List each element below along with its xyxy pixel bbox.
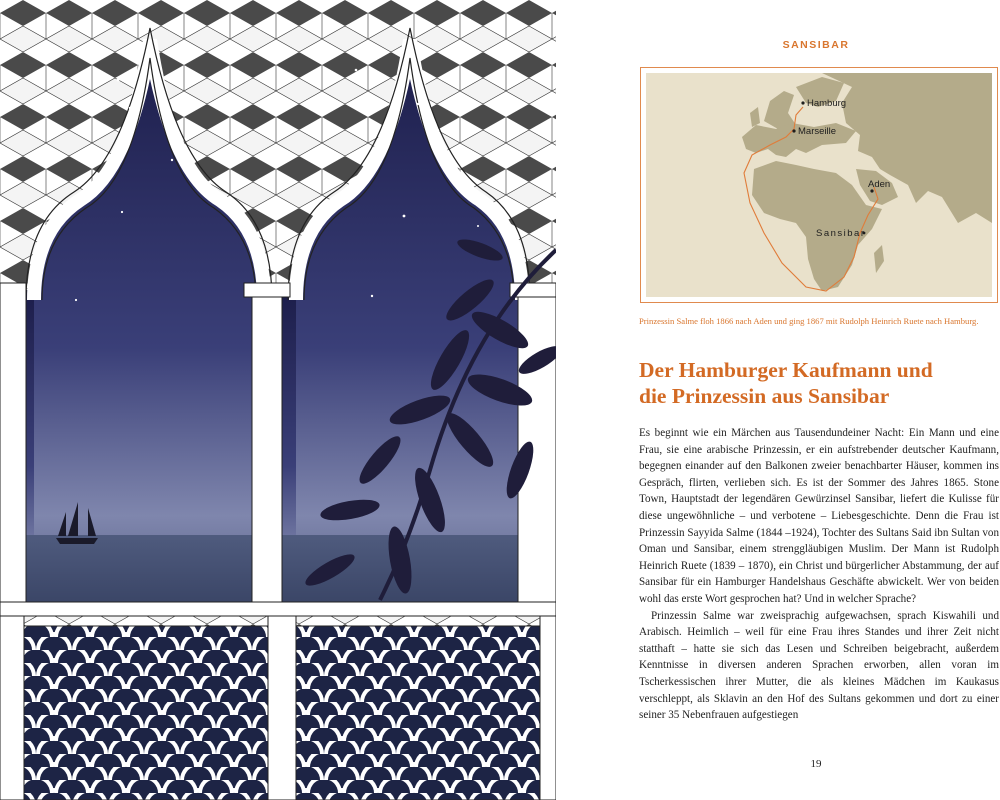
page-number: 19 xyxy=(810,758,822,770)
article-headline xyxy=(639,357,999,409)
map-caption: Prinzessin Salme floh 1866 nach Aden und ging 1867 mit Rudolph Heinrich Ruete nach Hamburg. xyxy=(639,316,979,326)
map-label-aden: Aden xyxy=(868,179,891,190)
right-page xyxy=(556,0,1000,800)
map-graphic xyxy=(646,73,992,297)
headline-line-1: Der Hamburger Kaufmann und xyxy=(639,358,933,382)
article-body xyxy=(639,425,999,724)
map-label-marseille: Marseille xyxy=(798,126,837,137)
running-head: SANSIBAR xyxy=(782,39,850,51)
headline-line-2: die Prinzessin aus Sansibar xyxy=(639,384,890,408)
map-label-sansibar: Sansibar xyxy=(816,228,866,239)
hamburg-dot xyxy=(801,101,804,104)
scale-pattern-panels xyxy=(0,616,556,800)
paragraph-1: Es beginnt wie ein Märchen aus Tausendundeiner Nacht: Ein Mann und eine Frau, sie eine arabische Prinzessin, er ein aufstrebender deutscher Kaufmann, begegnen einander auf den Balkonen zweier benachbarter Häuser, kommen ins Gespräch, flirten, verlieben sich. Es ist der Sommer des Jahres 1865. Stone Town, Hauptstadt der legendären Gewürzinsel Sansibar, liefert die Kulisse für diese ungewöhnliche – und verbotene – Liebesgeschichte. Denn die Frau ist Prinzessin Sayyida Salme (1844 –1924), Tochter des Sultans Said ibn Sultan von Oman und Sansibar, einem strenggläubigen Muslim. Der Mann ist Rudolph Heinrich Ruete (1839 – 1870), ein Christ und bürgerlicher Abstammung, der auf Sansibar für ein Hamburger Handelshaus Geschäfte abwickelt. Wer von beiden wohl das erste Wort gesprochen hat? Und in welcher Sprache? xyxy=(639,427,999,605)
route-map xyxy=(640,67,998,303)
marseille-dot xyxy=(792,129,795,132)
paragraph-2: Prinzessin Salme war zweisprachig aufgewachsen, sprach Kiswahili und Arabisch. Heimlich – weil für eine Frau ihres Standes und ihrer Zeit nicht statthaft – hatte sie sich das Lesen und Schreiben beigebracht, außerdem Kenntnisse in diversen anderen Sprachen erworben, allen voran im Tscherkessischen ihrer Mutter, die als kleines Mädchen im Kaukasus verschleppt, als Sklavin an den Hof des Sultans gekommen und dort zu einer seiner 35 Nebenfrauen aufgestiegen xyxy=(639,609,999,722)
map-label-hamburg: Hamburg xyxy=(807,98,847,109)
balustrade-rail xyxy=(0,602,556,616)
